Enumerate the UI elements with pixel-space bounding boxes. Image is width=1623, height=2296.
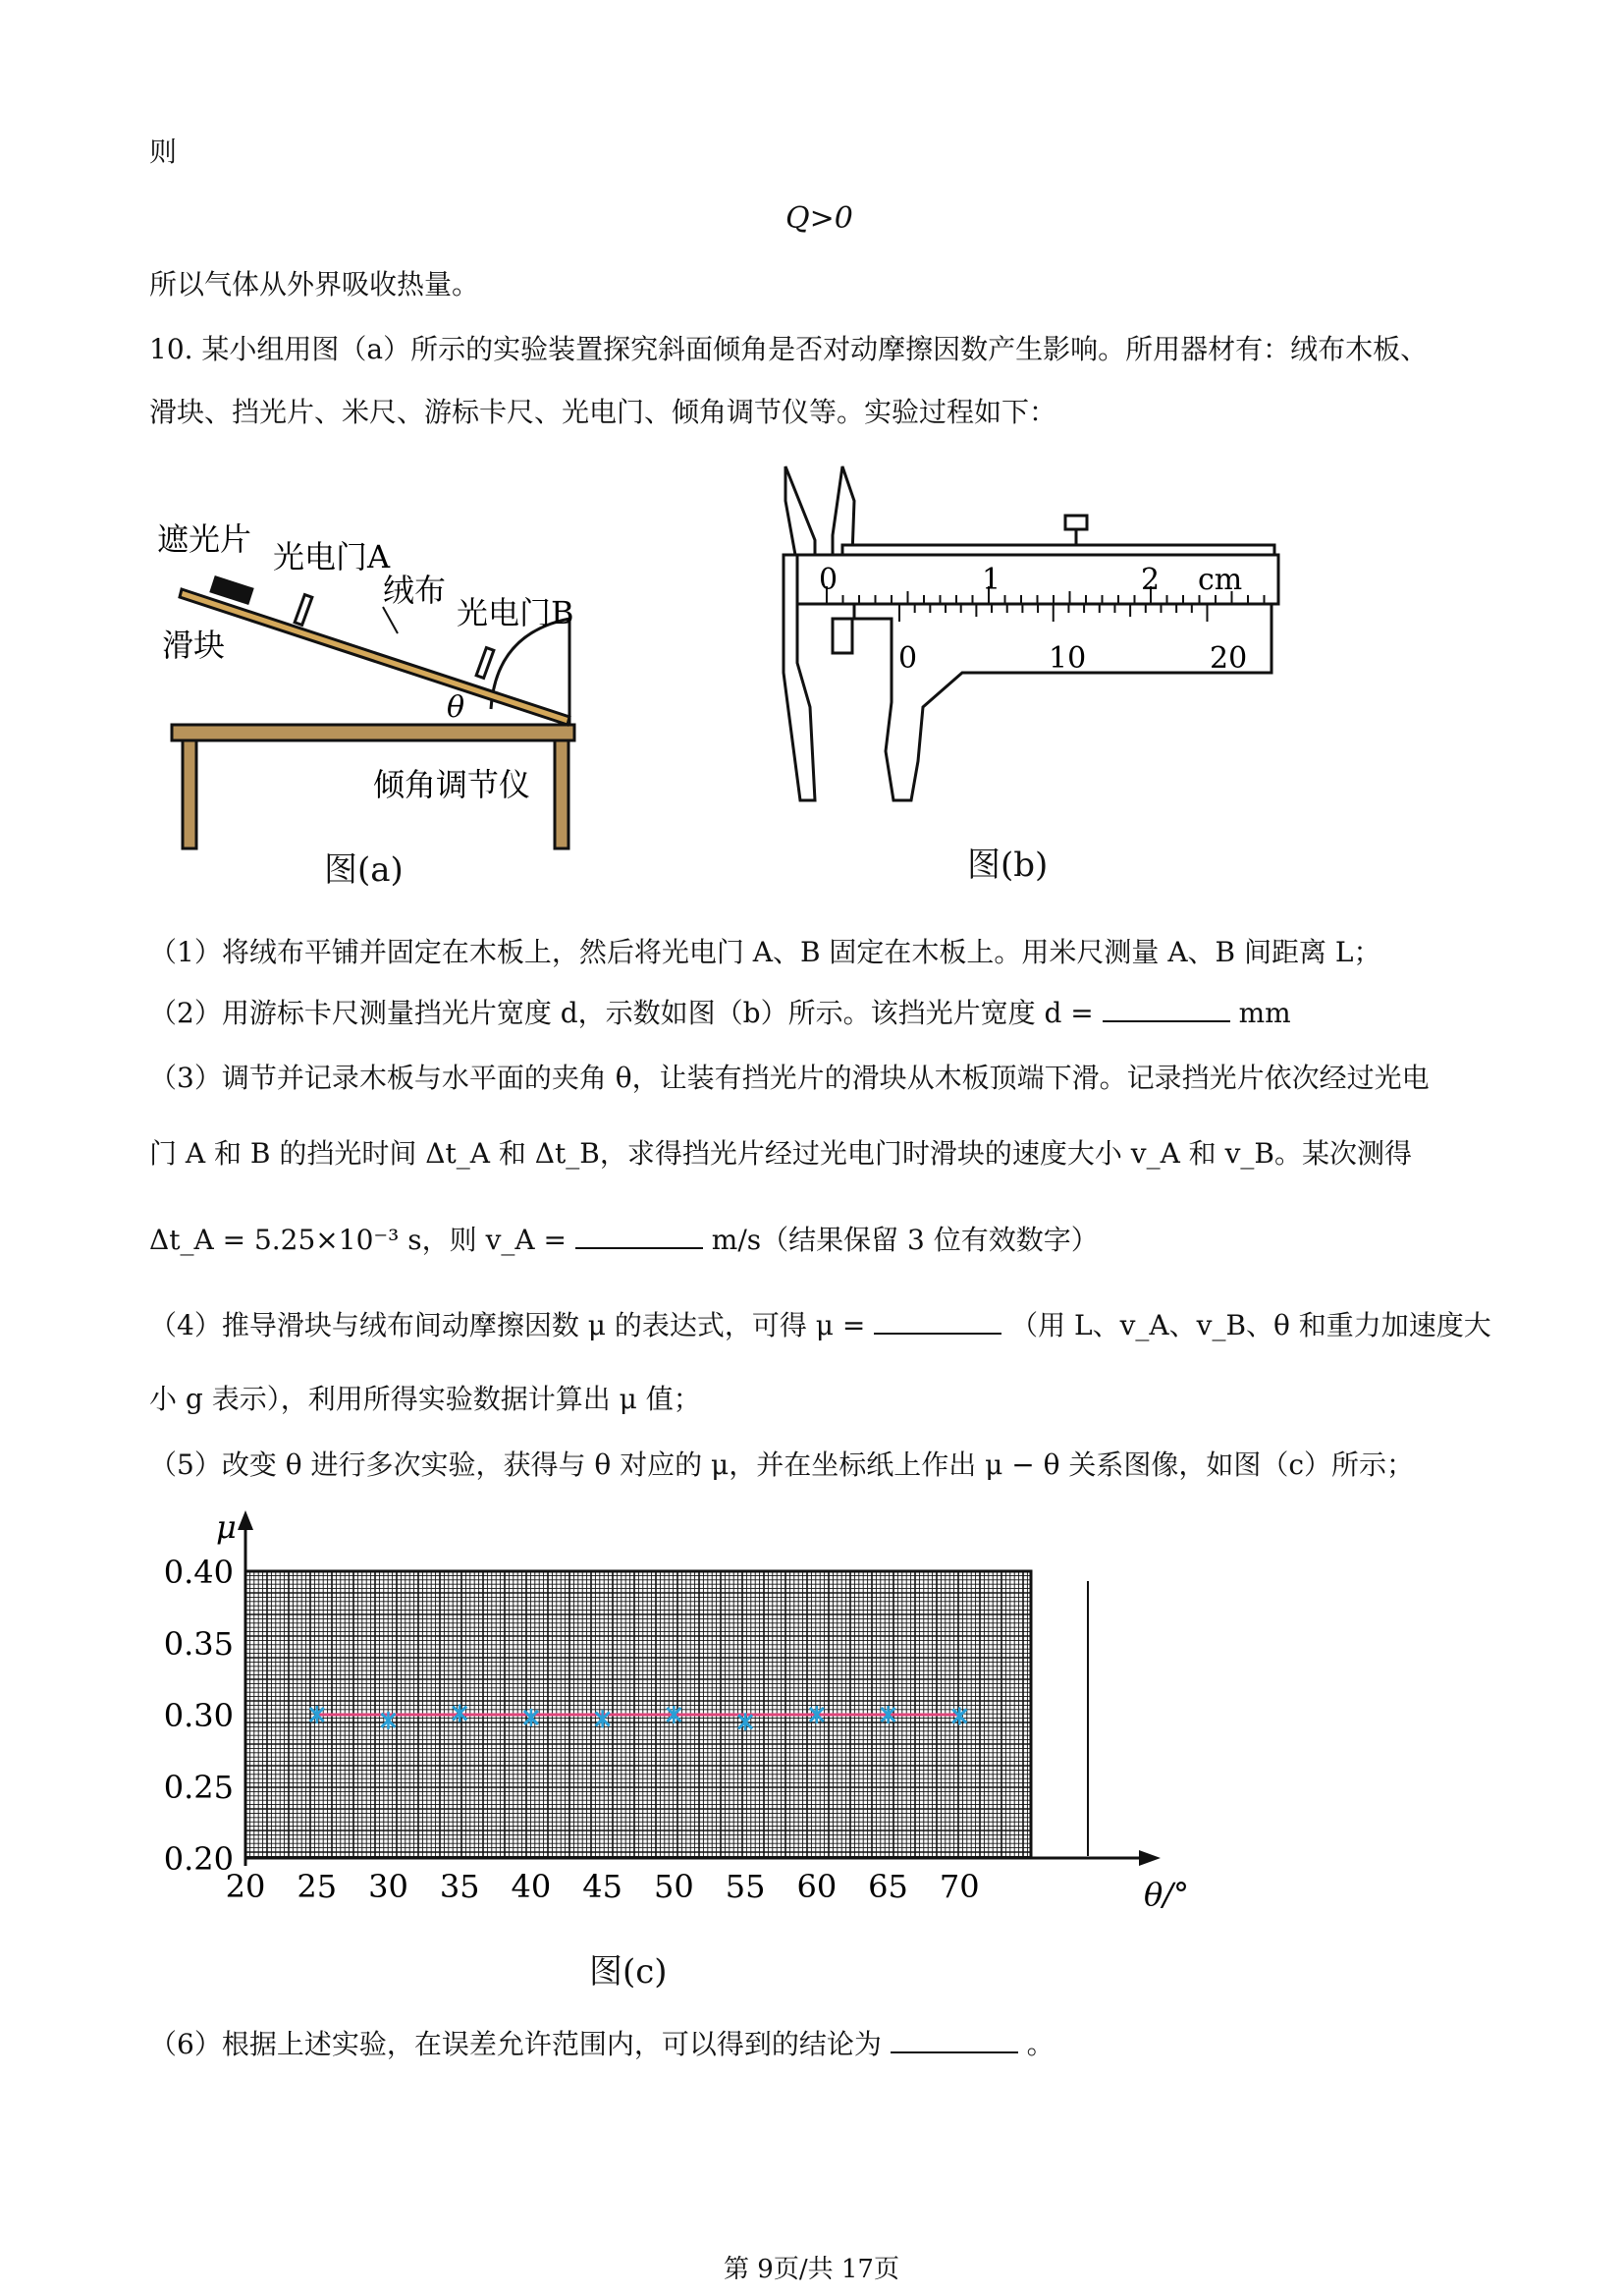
text-absorb-heat: 所以气体从外界吸收热量。 — [149, 268, 480, 301]
x-axis-label: θ/° — [1144, 1876, 1190, 1913]
y-tick-label: 0.30 — [163, 1697, 234, 1734]
y-axis-arrow-icon — [238, 1510, 253, 1530]
label-theta: θ — [447, 690, 465, 725]
step-3-line-1: （3）调节并记录木板与水平面的夹角 θ，让装有挡光片的滑块从木板顶端下滑。记录挡光片依次经过光电 — [149, 1062, 1430, 1094]
answer-blank-conclusion[interactable] — [891, 2026, 1018, 2053]
step-2-unit: mm — [1238, 997, 1291, 1029]
x-tick-label: 35 — [439, 1868, 480, 1905]
y-axis-label: μ — [216, 1508, 237, 1546]
step-4-line-1 — [149, 1306, 1491, 1345]
vernier-0: 0 — [898, 641, 918, 676]
step-2 — [149, 994, 1291, 1033]
x-tick-label: 50 — [654, 1868, 694, 1905]
step-3-line-2: 门 A 和 B 的挡光时间 Δt_A 和 Δt_B，求得挡光片经过光电门时滑块的速度大小 v_A 和 v_B。某次测得 — [149, 1137, 1412, 1170]
equation-q: Q>0 — [785, 201, 853, 236]
step-3-unit: m/s（结果保留 3 位有效数字） — [711, 1224, 1099, 1256]
label-slider: 滑块 — [162, 627, 226, 664]
gate-a — [295, 595, 312, 626]
step-5: （5）改变 θ 进行多次实验，获得与 θ 对应的 μ，并在坐标纸上作出 μ − θ 关系图像，如图（c）所示； — [149, 1449, 1415, 1481]
question-10-line-2: 滑块、挡光片、米尺、游标卡尺、光电门、倾角调节仪等。实验过程如下： — [149, 396, 1057, 428]
gate-b — [476, 648, 494, 679]
step-3-line-3 — [149, 1221, 1099, 1260]
x-tick-label: 30 — [368, 1868, 408, 1905]
step-6-end: 。 — [1026, 2028, 1055, 2060]
caption-fig-a: 图(a) — [324, 850, 404, 890]
page-footer: 第 9页/共 17页 — [724, 2255, 899, 2284]
figure-c-chart — [147, 1503, 1190, 2013]
step-1: （1）将绒布平铺并固定在木板上，然后将光电门 A、B 固定在木板上。用米尺测量 A、B 间距离 L； — [149, 936, 1381, 968]
x-tick-label: 20 — [225, 1868, 266, 1905]
x-axis-arrow-icon — [1139, 1850, 1161, 1866]
caliper-upper-jaw-left — [785, 466, 815, 555]
label-shade: 遮光片 — [157, 520, 252, 558]
y-tick-label: 0.35 — [163, 1625, 234, 1663]
x-tick-label: 65 — [868, 1868, 908, 1905]
table-leg-right — [555, 740, 568, 848]
step-4-text: （4）推导滑块与绒布间动摩擦因数 μ 的表达式，可得 μ = — [149, 1309, 866, 1341]
label-cloth: 绒布 — [383, 572, 447, 609]
x-tick-label: 40 — [511, 1868, 552, 1905]
y-tick-label: 0.25 — [163, 1769, 234, 1806]
label-gate-b: 光电门B — [457, 594, 574, 631]
step-6-text: （6）根据上述实验，在误差允许范围内，可以得到的结论为 — [149, 2028, 882, 2060]
step-6 — [149, 2025, 1055, 2064]
data-point — [596, 1710, 610, 1727]
vernier-10: 10 — [1049, 641, 1087, 676]
x-tick-label: 60 — [796, 1868, 838, 1905]
x-tick-label: 70 — [939, 1868, 980, 1905]
main-scale-2: 2 — [1141, 563, 1161, 597]
x-tick-label: 25 — [297, 1868, 338, 1905]
answer-blank-d[interactable] — [1103, 995, 1230, 1022]
y-tick-label: 0.20 — [163, 1840, 234, 1878]
caliper-lock-screw — [1065, 516, 1087, 529]
step-2-text: （2）用游标卡尺测量挡光片宽度 d，示数如图（b）所示。该挡光片宽度 d = — [149, 997, 1094, 1029]
vernier-20: 20 — [1210, 641, 1248, 676]
table-top — [172, 725, 574, 740]
figure-b-caliper — [736, 462, 1286, 815]
caliper-upper-jaw-right — [833, 466, 854, 555]
main-scale-unit: cm — [1198, 563, 1243, 597]
caption-fig-b: 图(b) — [967, 846, 1049, 885]
step-3-measure: Δt_A = 5.25×10⁻³ s，则 v_A = — [149, 1224, 567, 1256]
caliper-vernier-slider — [833, 604, 1271, 800]
step-4-hint: （用 L、v_A、v_B、θ 和重力加速度大 — [1010, 1309, 1491, 1341]
answer-blank-mu[interactable] — [874, 1307, 1001, 1335]
y-tick-label: 0.40 — [163, 1554, 234, 1591]
main-scale-0: 0 — [819, 563, 839, 597]
text-ze: 则 — [149, 136, 178, 168]
table-leg-left — [183, 740, 196, 848]
step-4-line-2: 小 g 表示），利用所得实验数据计算出 μ 值； — [149, 1383, 701, 1415]
main-scale-1: 1 — [982, 563, 1001, 597]
label-adjuster: 倾角调节仪 — [373, 766, 531, 803]
caption-fig-c: 图(c) — [589, 1952, 668, 1992]
x-tick-label: 55 — [725, 1868, 766, 1905]
answer-blank-va[interactable] — [575, 1222, 703, 1249]
label-gate-a: 光电门A — [273, 538, 391, 575]
x-tick-label: 45 — [582, 1868, 622, 1905]
question-10-line-1: 10. 某小组用图（a）所示的实验装置探究斜面倾角是否对动摩擦因数产生影响。所用器材有：绒布木板、 — [149, 333, 1429, 365]
